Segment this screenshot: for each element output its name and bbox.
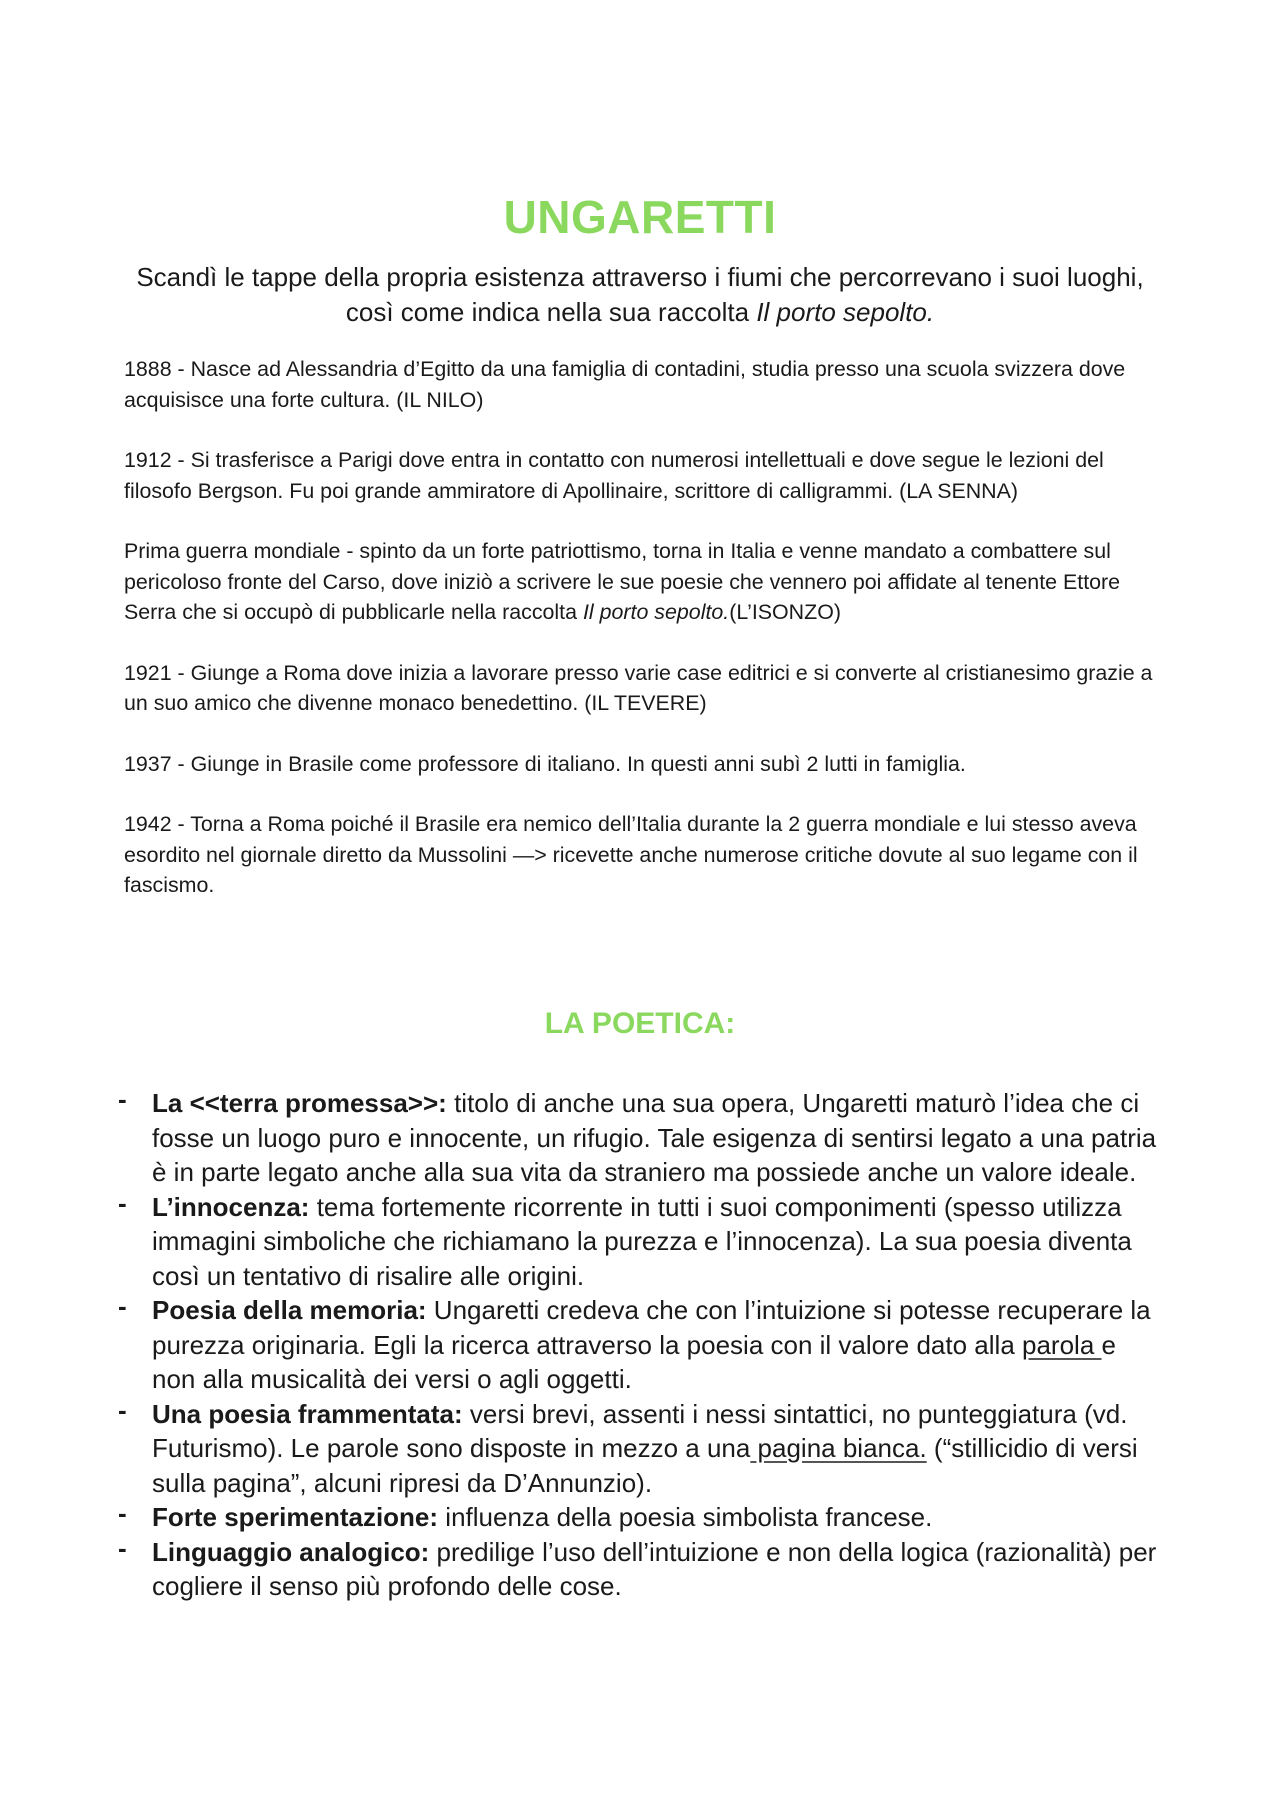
item-text: tema fortemente ricorrente in tutti i suoi componimenti (spesso utilizza immagini simboliche che richiamano la purezza e l’innocenza). La sua poesia diventa così un tentativo di risalire alle origini. [152,1191,1132,1291]
intro-paragraph [120,260,1160,330]
item-text: influenza della poesia simbolista francese. [438,1502,933,1532]
timeline-entry-1921: 1921 - Giunge a Roma dove inizia a lavorare presso varie case editrici e si converte al cristianesimo grazie a un suo amico che divenne monaco benedettino. (IL TEVERE) [124,660,1153,715]
entry-text: Prima guerra mondiale - spinto da un forte patriottismo, torna in Italia e venne mandato a combattere sul pericoloso fronte del Carso, dove iniziò a scrivere le sue poesie che vennero poi affidate al tenente Ettore Serra che si occupò di pubblicarle nella raccolta [124,539,1121,624]
poetica-list [118,1086,1158,1604]
bullet-dash: - [118,1498,127,1528]
item-text-after: (“stillicidio di versi sulla pagina”, alcuni ripresi da D’Annunzio). [152,1433,1138,1498]
entry-river: (L’ISONZO) [729,600,841,624]
bullet-dash: - [118,1394,127,1425]
section-title-poetica: LA POETICA: [544,1007,736,1040]
intro-book-title: Il porto sepolto. [756,297,935,327]
list-item [118,1086,1158,1190]
item-text: predilige l’uso dell’intuizione e non della logica (razionalità) per cogliere il senso più profondo delle cose. [152,1536,1157,1601]
bullet-dash: - [118,1291,127,1321]
timeline-entry-1888: 1888 - Nasce ad Alessandria d’Egitto da una famiglia di contadini, studia presso una scuola svizzera dove acquisisce una forte cultura. (IL NILO) [124,357,1126,412]
list-item [118,1532,1158,1604]
item-term: Linguaggio analogico: [152,1536,430,1567]
bullet-dash: - [118,1187,127,1218]
list-item [118,1293,1158,1397]
item-term: Una poesia frammentata: [152,1398,463,1429]
item-text-after: e non alla musicalità dei versi o agli oggetti. [152,1329,1116,1394]
entry-book-title: Il porto sepolto. [582,600,730,624]
item-text: Ungaretti credeva che con l’intuizione si potesse recuperare la purezza originaria. Egli la ricerca attraverso la poesia con il valore dato alla [152,1295,1151,1360]
item-term: L’innocenza: [152,1191,310,1222]
bullet-dash: - [118,1532,127,1563]
timeline-entry-1912: 1912 - Si trasferisce a Parigi dove entra in contatto con numerosi intellettuali e dove segue le lezioni del filosofo Bergson. Fu poi grande ammiratore di Apollinaire, scrittore di calligrammi. (LA SENNA) [124,448,1104,503]
list-item [118,1394,1158,1501]
item-text: titolo di anche una sua opera, Ungaretti maturò l’idea che ci fosse un luogo puro e innocente, un rifugio. Tale esigenza di sentirsi legato a una patria è in parte legato anche alla sua vita da straniero ma possiede anche un valore ideale. [152,1088,1157,1187]
list-item [118,1187,1158,1294]
list-item [118,1500,1158,1535]
page-title: UNGARETTI [503,190,777,243]
timeline [124,354,1174,931]
item-term: Poesia della memoria: [152,1295,427,1325]
item-term: Forte sperimentazione: [152,1502,439,1532]
timeline-entry-prima-guerra [124,536,1174,628]
timeline-entry-1937: 1937 - Giunge in Brasile come professore di italiano. In questi anni subì 2 lutti in famiglia. [124,751,966,776]
intro-text: Scandì le tappe della propria esistenza attraverso i fiumi che percorrevano i suoi luoghi, così come indica nella sua raccolta [136,262,1144,327]
underlined-word: parola [1022,1329,1102,1360]
timeline-entry-1942: 1942 - Torna a Roma poiché il Brasile era nemico dell’Italia durante la 2 guerra mondiale e lui stesso aveva esordito nel giornale diretto da Mussolini —> ricevette anche numerose critiche dovute al suo legame con il fascismo. [124,812,1138,897]
bullet-dash: - [118,1084,127,1114]
underlined-word: pagina bianca. [750,1433,927,1463]
item-text: versi brevi, assenti i nessi sintattici, no punteggiatura (vd. Futurismo). Le parole sono disposte in mezzo a una [152,1398,1128,1463]
item-term: La <<terra promessa>>: [152,1088,447,1118]
